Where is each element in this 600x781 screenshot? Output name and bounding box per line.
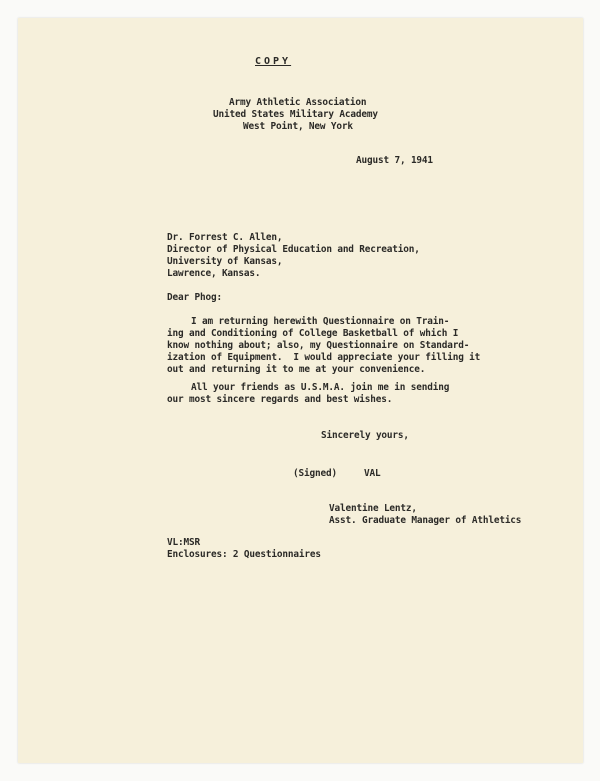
reference-initials: VL:MSR	[167, 537, 200, 548]
salutation: Dear Phog:	[167, 292, 222, 303]
enclosures-note: Enclosures: 2 Questionnaires	[167, 549, 321, 560]
org-location: West Point, New York	[243, 121, 353, 132]
body-paragraph-1-line: I am returning herewith Questionnaire on Train-	[191, 316, 450, 327]
letter-page	[18, 18, 583, 763]
org-name: Army Athletic Association	[229, 97, 367, 108]
signed-note: (Signed)	[293, 468, 337, 479]
body-paragraph-2-line: our most sincere regards and best wishes.	[167, 394, 393, 405]
body-paragraph-1-line: know nothing about; also, my Questionnaire on Standard-	[167, 340, 470, 351]
recipient-university: University of Kansas,	[167, 256, 283, 267]
signature-initials: VAL	[364, 468, 381, 479]
body-paragraph-1-line: ization of Equipment. I would appreciate your filling it	[167, 352, 481, 363]
recipient-city: Lawrence, Kansas.	[167, 268, 261, 279]
body-paragraph-1-line: ing and Conditioning of College Basketball of which I	[167, 328, 459, 339]
recipient-name: Dr. Forrest C. Allen,	[167, 232, 283, 243]
closing: Sincerely yours,	[321, 430, 409, 441]
org-academy: United States Military Academy	[213, 109, 378, 120]
body-paragraph-1-line: out and returning it to me at your convenience.	[167, 364, 426, 375]
body-paragraph-2-line: All your friends as U.S.M.A. join me in sending	[191, 382, 450, 393]
recipient-title: Director of Physical Education and Recreation,	[167, 244, 420, 255]
signer-name: Valentine Lentz,	[329, 503, 417, 514]
copy-mark: COPY	[255, 56, 292, 67]
letter-date: August 7, 1941	[356, 155, 433, 166]
signer-title: Asst. Graduate Manager of Athletics	[329, 515, 522, 526]
